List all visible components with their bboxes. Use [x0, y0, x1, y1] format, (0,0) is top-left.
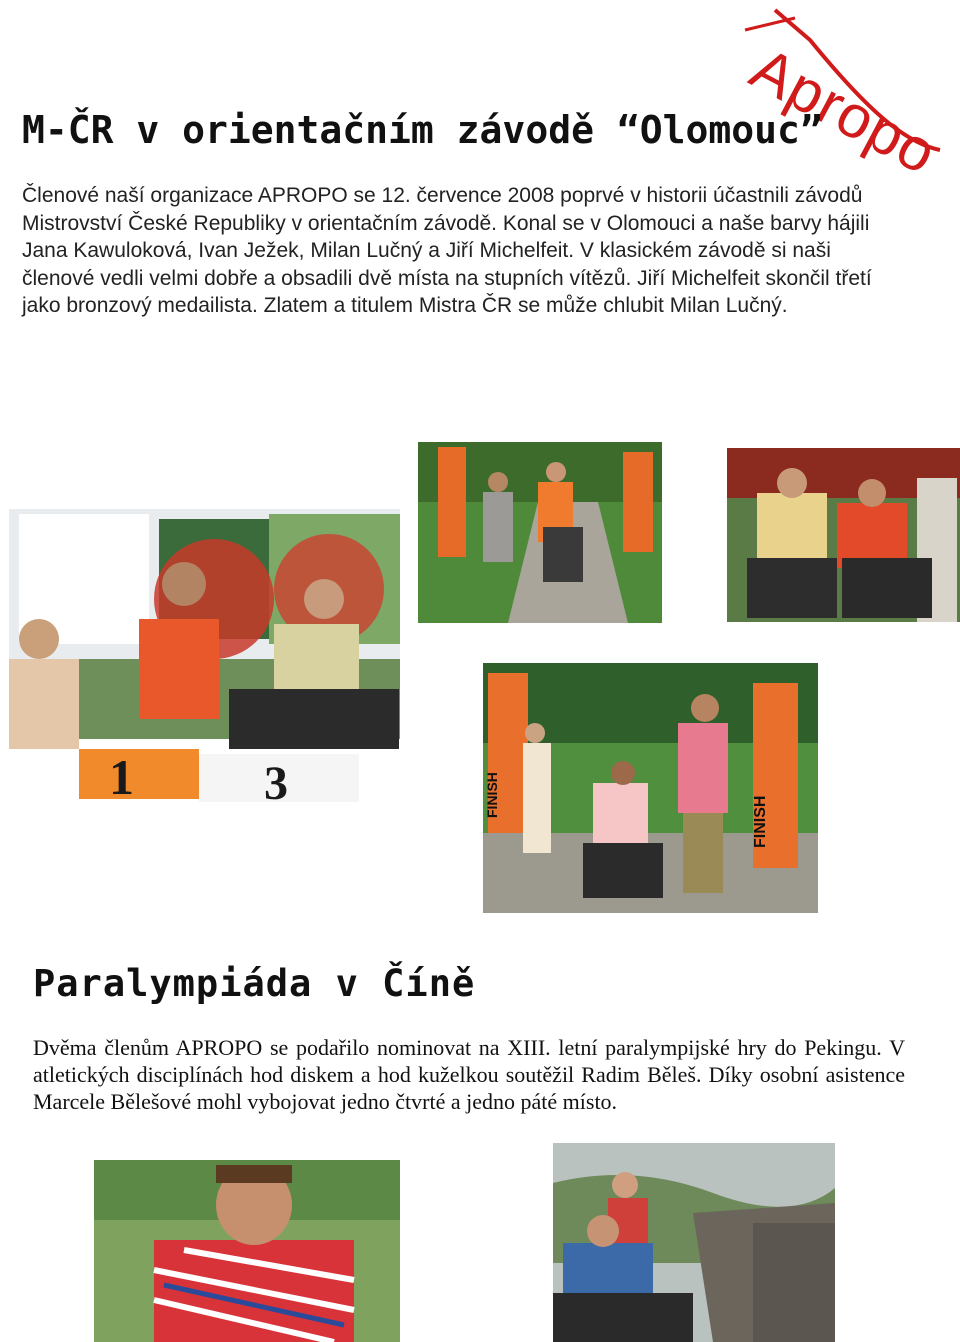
section-heading-paralympics: Paralympiáda v Číně: [33, 962, 476, 1005]
photo-finish-line: [483, 663, 818, 913]
photo-podium: [9, 509, 400, 802]
photo-athlete: [94, 1160, 400, 1342]
section-body-paralympics: Dvěma členům APROPO se podařilo nominovat na XIII. letní paralympijské hry do Pekingu. V atletických disciplínách hod diskem a hod kuželkou soutěžil Radim Běleš. Díky osobní asistence Marcele Bělešové mohl vybojovat jedno čtvrté a jedno páté místo.: [33, 1035, 905, 1114]
section-heading-olomouc: M-ČR v orientačním závodě “Olomouc”: [22, 108, 823, 152]
podium-place-3: 3: [264, 757, 288, 802]
section-body-olomouc: Členové naší organizace APROPO se 12. července 2008 poprvé v historii účastnili závodů Mistrovství České Republiky v orientačním závodě. Konal se v Olomouci a naše barvy hájili Jana Kawuloková, Ivan Ježek, Milan Lučný a Jiří Michelfeit. V klasickém závodě si naši členové vedli velmi dobře a obsadili dvě místa na stupních vítězů. Jiří Michelfeit skončil třetí jako bronzový medailista. Zlatem a titulem Mistra ČR se může chlubit Milan Lučný.: [22, 184, 872, 317]
photo-great-wall: [553, 1143, 835, 1342]
logo-wordmark: Apropo: [740, 34, 949, 188]
finish-sign-left: FINISH: [484, 772, 500, 818]
finish-sign-right: FINISH: [752, 795, 769, 848]
podium-place-1: 1: [109, 749, 134, 802]
photo-finish-path: [418, 442, 662, 623]
photo-wheelchairs-park: [727, 448, 960, 622]
